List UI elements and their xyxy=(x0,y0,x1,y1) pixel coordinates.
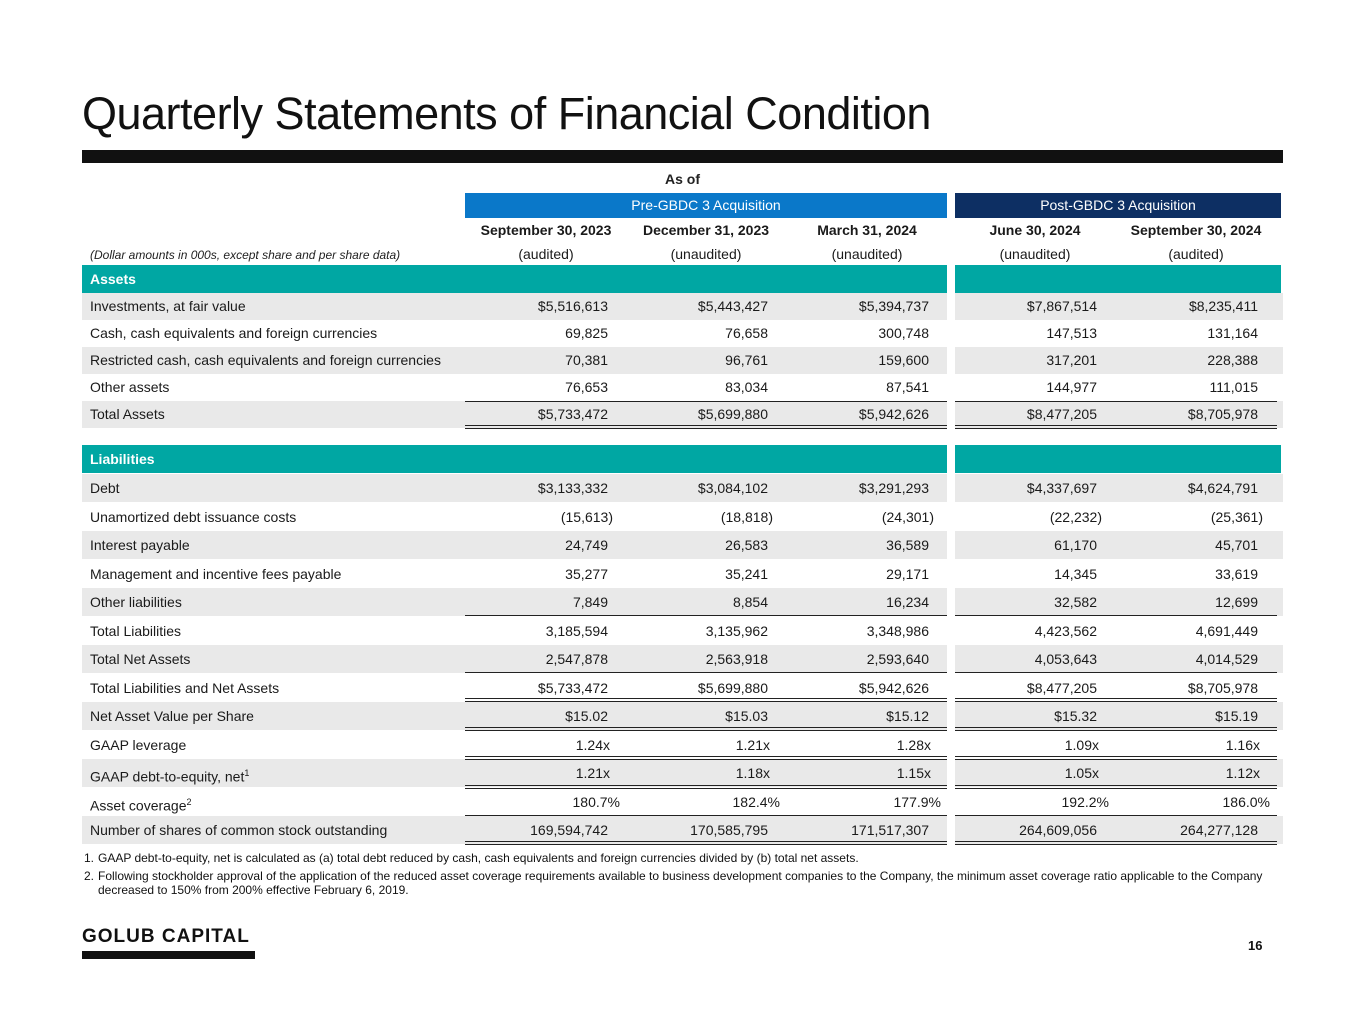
row-label xyxy=(90,347,441,374)
underline-rule xyxy=(955,615,1277,616)
table-cell: $15.32 xyxy=(1054,708,1097,724)
row-label xyxy=(90,293,246,320)
column-audit-status-1: (audited) xyxy=(518,246,574,262)
row-label xyxy=(90,702,254,730)
table-cell: $8,705,978 xyxy=(1187,679,1258,696)
logo-underline xyxy=(82,951,255,959)
table-cell: 70,381 xyxy=(565,352,608,368)
table-cell: 7,849 xyxy=(572,594,608,610)
underline-rule xyxy=(955,785,1277,786)
table-cell: 192.2% xyxy=(1061,793,1109,810)
table-cell: $15.03 xyxy=(725,708,768,724)
underline-rule xyxy=(465,841,947,842)
row-label xyxy=(90,374,169,401)
underline-rule xyxy=(955,759,1277,760)
table-row xyxy=(82,474,1283,502)
table-cell: 16,234 xyxy=(886,594,929,610)
table-row xyxy=(82,788,1283,816)
footnote-marker: 1 xyxy=(244,768,250,778)
table-cell: 1.09x xyxy=(1064,736,1099,753)
table-cell: $4,624,791 xyxy=(1187,480,1258,496)
table-cell: 3,348,986 xyxy=(866,622,929,639)
table-cell: $15.19 xyxy=(1215,708,1258,724)
units-note: (Dollar amounts in 000s, except share and per share data) xyxy=(90,248,401,262)
row-label-text: Interest payable xyxy=(90,537,190,553)
table-cell: $3,291,293 xyxy=(858,480,929,496)
row-label-text: Other assets xyxy=(90,379,170,395)
liabilities-section-header xyxy=(82,445,947,473)
company-logo: GOLUB CAPITAL xyxy=(82,926,250,947)
row-label-text: Investments, at fair value xyxy=(90,298,246,314)
table-row xyxy=(82,588,1283,616)
underline-rule xyxy=(465,815,947,816)
table-cell: 300,748 xyxy=(878,325,929,341)
title-rule xyxy=(82,150,1283,163)
table-cell: 1.18x xyxy=(735,765,770,781)
row-label xyxy=(90,731,186,759)
table-cell: $15.02 xyxy=(565,708,608,724)
table-row xyxy=(82,560,1283,588)
underline-rule xyxy=(955,815,1277,816)
table-cell: $7,867,514 xyxy=(1026,298,1097,314)
row-label-text: Restricted cash, cash equivalents and foreign currencies xyxy=(90,352,441,368)
table-cell: 1.15x xyxy=(896,765,931,781)
table-row xyxy=(82,503,1283,531)
row-label xyxy=(90,503,296,531)
table-cell: 4,053,643 xyxy=(1034,651,1097,667)
table-cell: 32,582 xyxy=(1054,594,1097,610)
row-label xyxy=(90,645,190,673)
table-cell: 1.21x xyxy=(575,765,610,781)
underline-rule xyxy=(955,727,1277,728)
table-cell: (22,232) xyxy=(1049,508,1102,525)
post-acquisition-header: Post-GBDC 3 Acquisition xyxy=(955,193,1281,218)
table-cell: $5,394,737 xyxy=(858,298,929,314)
row-label-text: GAAP debt-to-equity, net xyxy=(90,768,245,785)
page-title: Quarterly Statements of Financial Condition xyxy=(82,88,931,139)
table-cell: $4,337,697 xyxy=(1026,480,1097,496)
column-date-4: June 30, 2024 xyxy=(989,222,1081,238)
table-cell: 87,541 xyxy=(886,379,929,395)
table-row xyxy=(82,617,1283,645)
column-date-5: September 30, 2024 xyxy=(1130,222,1262,238)
underline-rule xyxy=(955,672,1277,673)
row-label-text: Total Assets xyxy=(90,406,165,422)
row-label xyxy=(90,401,165,428)
liabilities-section-header-post xyxy=(955,445,1281,473)
underline-rule xyxy=(955,428,1277,429)
underline-rule xyxy=(465,615,947,616)
table-row xyxy=(82,702,1283,730)
underline-rule xyxy=(955,425,1277,426)
footnote-2: 2. Following stockholder approval of the application of the reduced asset coverage requirements available to business development companies to the Company, the minimum asset coverage ratio applicable to the Company decreased to 150% from 200% effective February 6, 2019. xyxy=(84,869,1263,897)
table-cell: 131,164 xyxy=(1207,325,1258,341)
underline-rule xyxy=(465,730,947,731)
row-label xyxy=(90,816,387,844)
row-label xyxy=(90,788,192,820)
table-cell: 4,014,529 xyxy=(1195,651,1258,667)
assets-section-header-post xyxy=(955,265,1281,293)
table-row xyxy=(82,531,1283,559)
table-cell: 26,583 xyxy=(725,537,768,553)
table-cell: (15,613) xyxy=(560,508,613,525)
underline-rule xyxy=(465,401,947,402)
table-cell: 3,135,962 xyxy=(705,622,768,639)
table-cell: 1.12x xyxy=(1225,765,1260,781)
column-audit-status-3: (unaudited) xyxy=(831,246,903,262)
table-cell: 83,034 xyxy=(725,379,768,395)
table-cell: (18,818) xyxy=(720,508,773,525)
row-label-text: Management and incentive fees payable xyxy=(90,565,342,582)
table-row xyxy=(82,347,1283,374)
pre-acquisition-header: Pre-GBDC 3 Acquisition xyxy=(465,193,947,218)
table-cell: 171,517,307 xyxy=(851,822,929,838)
table-cell: $8,477,205 xyxy=(1026,406,1097,422)
table-cell: 159,600 xyxy=(878,352,929,368)
table-cell: $5,443,427 xyxy=(697,298,768,314)
assets-label: Assets xyxy=(90,271,136,287)
table-cell: 144,977 xyxy=(1046,379,1097,395)
table-cell: $5,733,472 xyxy=(537,406,608,422)
row-label-text: Cash, cash equivalents and foreign currencies xyxy=(90,325,378,341)
table-cell: 4,423,562 xyxy=(1034,622,1097,639)
table-cell: $8,705,978 xyxy=(1187,406,1258,422)
row-label xyxy=(90,474,120,502)
table-cell: 1.28x xyxy=(896,736,931,753)
table-cell: 182.4% xyxy=(732,793,780,810)
table-cell: 36,589 xyxy=(886,537,929,553)
table-row xyxy=(82,293,1283,320)
table-cell: $8,477,205 xyxy=(1026,679,1097,696)
table-cell: 29,171 xyxy=(886,565,929,582)
table-cell: $5,699,880 xyxy=(697,679,768,696)
table-row xyxy=(82,645,1283,673)
table-row xyxy=(82,816,1283,844)
underline-rule xyxy=(955,701,1277,702)
row-label-text: Total Liabilities and Net Assets xyxy=(90,679,280,696)
row-label xyxy=(90,531,190,559)
table-cell: 170,585,795 xyxy=(690,822,768,838)
row-label xyxy=(90,674,279,702)
underline-rule xyxy=(955,730,1277,731)
underline-rule xyxy=(955,788,1277,789)
row-label-text: Unamortized debt issuance costs xyxy=(90,508,297,525)
row-label xyxy=(90,560,341,588)
underline-rule xyxy=(465,844,947,845)
table-cell: 61,170 xyxy=(1054,537,1097,553)
table-cell: (24,301) xyxy=(881,508,934,525)
row-label-text: Other liabilities xyxy=(90,594,182,610)
table-cell: 180.7% xyxy=(572,793,620,810)
underline-rule xyxy=(465,428,947,429)
row-label-text: Asset coverage xyxy=(90,797,187,814)
row-label-text: Net Asset Value per Share xyxy=(90,708,254,724)
table-cell: $3,084,102 xyxy=(697,480,768,496)
table-row xyxy=(82,401,1283,428)
table-cell: 1.05x xyxy=(1064,765,1099,781)
table-cell: 4,691,449 xyxy=(1195,622,1258,639)
table-cell: 3,185,594 xyxy=(545,622,608,639)
underline-rule xyxy=(955,756,1277,757)
table-cell: 228,388 xyxy=(1207,352,1258,368)
table-cell: $5,733,472 xyxy=(537,679,608,696)
underline-rule xyxy=(955,401,1277,402)
table-cell: 1.16x xyxy=(1225,736,1260,753)
table-cell: 1.24x xyxy=(575,736,610,753)
table-cell: 169,594,742 xyxy=(530,822,608,838)
footnote-1: 1. GAAP debt-to-equity, net is calculated as (a) total debt reduced by cash, cash equivalents and foreign currencies divided by (b) total net assets. xyxy=(84,851,859,865)
table-row xyxy=(82,374,1283,401)
column-date-3: March 31, 2024 xyxy=(817,222,917,238)
column-date-2: December 31, 2023 xyxy=(642,222,770,238)
table-cell: 14,345 xyxy=(1054,565,1097,582)
table-cell: 76,658 xyxy=(725,325,768,341)
row-label xyxy=(90,759,249,791)
table-cell: 76,653 xyxy=(565,379,608,395)
table-cell: 2,593,640 xyxy=(866,651,929,667)
column-date-1: September 30, 2023 xyxy=(480,222,612,238)
table-cell: $5,516,613 xyxy=(537,298,608,314)
row-label-text: Number of shares of common stock outstanding xyxy=(90,822,388,838)
table-cell: 96,761 xyxy=(725,352,768,368)
table-cell: 186.0% xyxy=(1222,793,1270,810)
underline-rule xyxy=(465,698,947,699)
table-cell: 2,563,918 xyxy=(705,651,768,667)
underline-rule xyxy=(465,727,947,728)
table-cell: $5,942,626 xyxy=(858,406,929,422)
table-cell: 264,277,128 xyxy=(1180,822,1258,838)
table-cell: 177.9% xyxy=(893,793,941,810)
table-cell: 24,749 xyxy=(565,537,608,553)
table-row xyxy=(82,731,1283,759)
as-of-label: As of xyxy=(665,171,700,187)
table-cell: $8,235,411 xyxy=(1188,298,1258,314)
footnote-marker: 2 xyxy=(186,796,192,807)
table-cell: 317,201 xyxy=(1046,352,1097,368)
table-cell: 1.21x xyxy=(735,736,770,753)
row-label-text: GAAP leverage xyxy=(90,736,187,753)
column-audit-status-2: (unaudited) xyxy=(670,246,742,262)
underline-rule xyxy=(955,844,1277,845)
underline-rule xyxy=(465,759,947,760)
liabilities-label: Liabilities xyxy=(90,451,155,467)
table-cell: $5,942,626 xyxy=(858,679,929,696)
row-label xyxy=(90,617,181,645)
footnotes xyxy=(84,851,1284,901)
column-audit-status-5: (audited) xyxy=(1168,246,1224,262)
row-label xyxy=(90,320,377,347)
page-number: 16 xyxy=(1248,938,1263,953)
underline-rule xyxy=(465,425,947,426)
table-cell: 35,241 xyxy=(725,565,768,582)
assets-section-header xyxy=(82,265,947,293)
table-cell: 12,699 xyxy=(1215,594,1258,610)
row-label xyxy=(90,588,182,616)
table-cell: $3,133,332 xyxy=(537,480,608,496)
table-cell: 33,619 xyxy=(1215,565,1258,582)
underline-rule xyxy=(465,701,947,702)
table-cell: 147,513 xyxy=(1046,325,1097,341)
row-label-text: Total Liabilities xyxy=(90,622,182,639)
table-cell: 45,701 xyxy=(1215,537,1258,553)
underline-rule xyxy=(465,788,947,789)
table-cell: $15.12 xyxy=(886,708,929,724)
table-cell: 69,825 xyxy=(565,325,608,341)
underline-rule xyxy=(955,698,1277,699)
underline-rule xyxy=(465,756,947,757)
table-cell: $5,699,880 xyxy=(697,406,768,422)
table-row xyxy=(82,759,1283,787)
underline-rule xyxy=(465,672,947,673)
table-cell: 264,609,056 xyxy=(1019,822,1097,838)
table-cell: 111,015 xyxy=(1209,379,1258,395)
row-label-text: Debt xyxy=(90,480,120,496)
underline-rule xyxy=(955,841,1277,842)
column-audit-status-4: (unaudited) xyxy=(999,246,1071,262)
table-row xyxy=(82,320,1283,347)
row-label-text: Total Net Assets xyxy=(90,651,191,667)
table-cell: 8,854 xyxy=(732,594,768,610)
table-cell: (25,361) xyxy=(1210,508,1263,525)
underline-rule xyxy=(465,785,947,786)
table-cell: 2,547,878 xyxy=(545,651,608,667)
table-cell: 35,277 xyxy=(565,565,608,582)
